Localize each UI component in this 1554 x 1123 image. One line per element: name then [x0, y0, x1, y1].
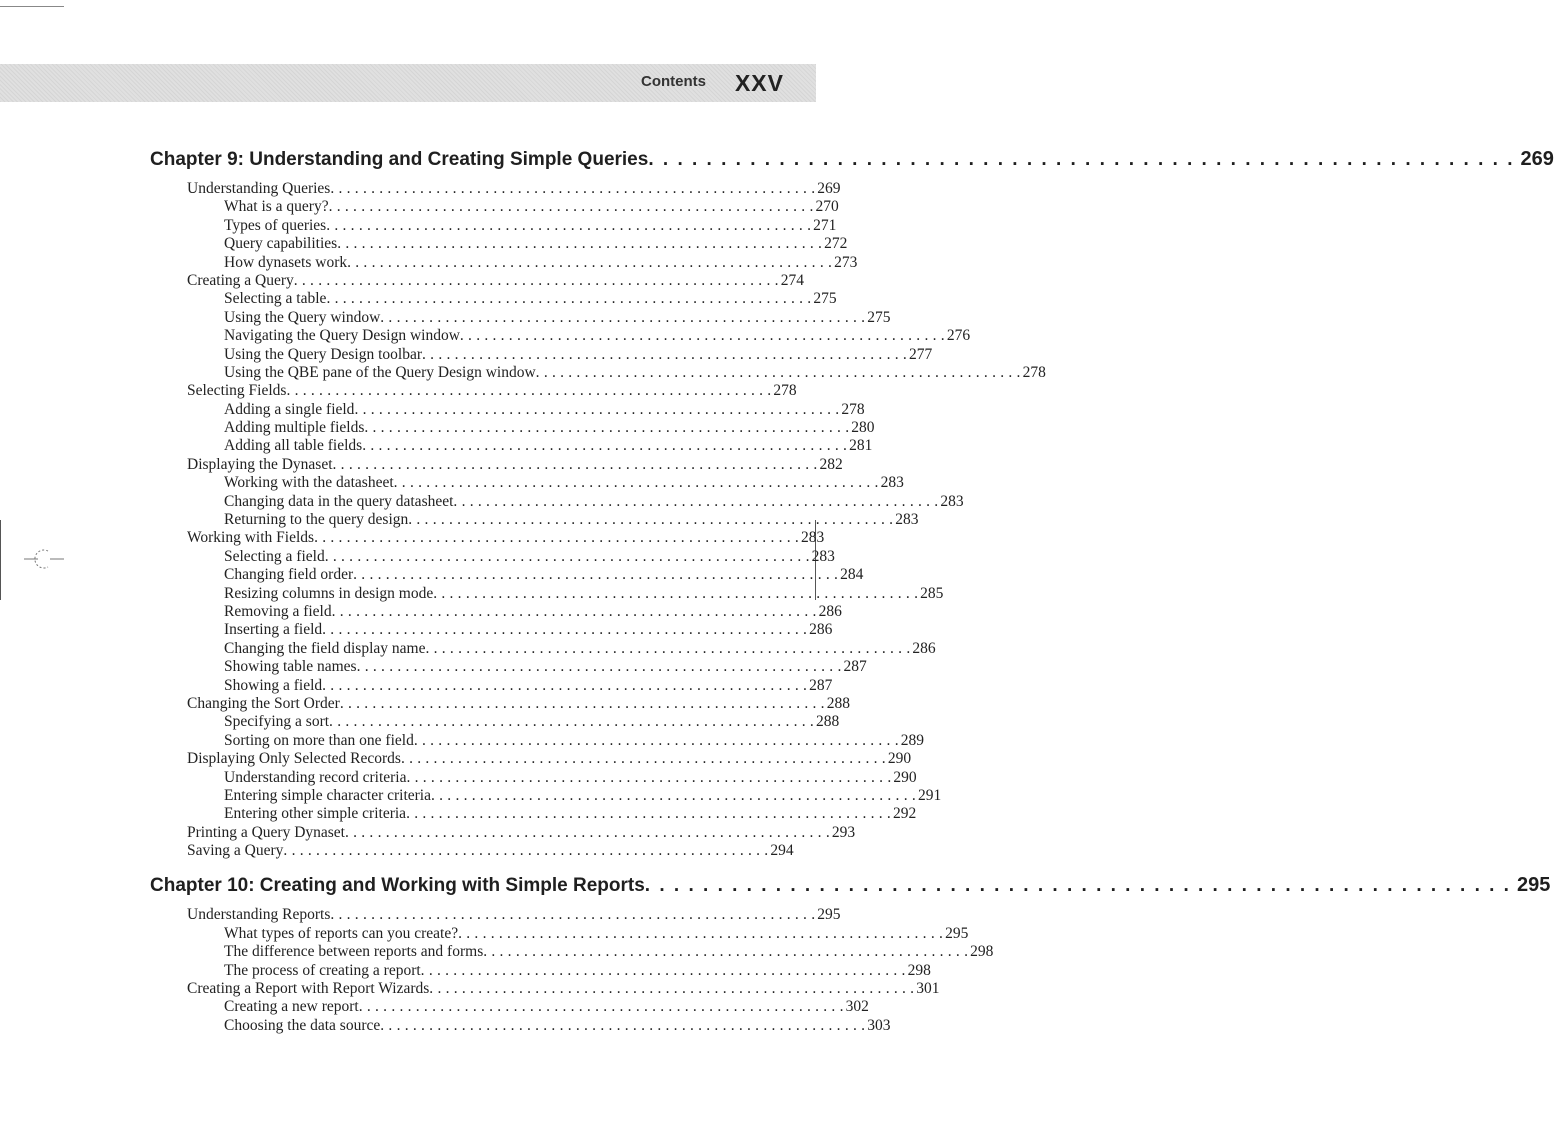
toc-subsection-entry[interactable]: [150, 235, 848, 253]
top-rule: [0, 6, 64, 7]
toc-subsection-entry-title: Removing a field: [224, 602, 332, 620]
toc-section-entry-page: 269: [817, 180, 841, 197]
toc-section-entry-page: 301: [916, 980, 940, 998]
toc-subsection-entry-page: 302: [845, 998, 869, 1016]
running-head-title: Contents: [641, 73, 706, 90]
toc-subsection-entry[interactable]: [150, 547, 835, 566]
toc-subsection-entry[interactable]: [150, 437, 873, 455]
toc-subsection-entry-title: Using the QBE pane of the Query Design window: [224, 363, 536, 381]
dot-leader: . . . . . . . . . . . . . . . . . . . . . . . . . . . . . . . . . . . . . . . . . . . . . . . . . . . . . . . . . . . .: [331, 602, 817, 620]
toc-subsection-entry[interactable]: [150, 511, 919, 529]
dot-leader: . . . . . . . . . . . . . . . . . . . . . . . . . . . . . . . . . . . . . . . . . . . . . . . . . . . . . . . . . . . .: [324, 547, 810, 565]
toc-subsection-entry[interactable]: [150, 602, 842, 621]
toc-subsection-entry-page: 286: [818, 602, 842, 620]
toc-subsection-entry-page: 275: [813, 290, 837, 308]
toc-subsection-entry-page: 285: [920, 584, 944, 602]
dot-leader: . . . . . . . . . . . . . . . . . . . . . . . . . . . . . . . . . . . . . . . . . . . . . . . . . . . . . . . . . . . .: [322, 676, 808, 694]
toc-section-entry-page: 282: [819, 455, 843, 473]
dot-leader: . . . . . . . . . . . . . . . . . . . . . . . . . . . . . . . . . . . . . . . . . . . . . . . . . . . . . . . . . . . .: [483, 943, 969, 961]
toc-subsection-entry-title: What types of reports can you create?: [224, 924, 459, 942]
toc-subsection-entry[interactable]: [150, 768, 917, 787]
toc-subsection-entry[interactable]: [150, 419, 875, 437]
toc-section-entry-title: Understanding Reports: [187, 906, 331, 924]
toc-subsection-entry-page: 283: [895, 511, 919, 529]
dot-leader: . . . . . . . . . . . . . . . . . . . . . . . . . . . . . . . . . . . . . . . . . . . . . . . . . . . . . . . . . . . .: [283, 842, 769, 860]
toc-subsection-entry-page: 288: [815, 713, 840, 731]
toc-subsection-entry-title: Sorting on more than one field: [224, 731, 414, 749]
toc-subsection-entry-page: 278: [1022, 363, 1046, 381]
toc-subsection-entry-page: 298: [907, 961, 931, 979]
toc-section-entry-page: 283: [801, 529, 825, 547]
dot-leader: . . . . . . . . . . . . . . . . . . . . . . . . . . . . . . . . . . . . . . . . . . . . . . . . . . . . . . . . . . . .: [380, 308, 866, 326]
dot-leader: . . . . . . . . . . . . . . . . . . . . . . . . . . . . . . . . . . . . . . . . . . . . . . . . . . . . . . . . . . . .: [429, 980, 915, 998]
toc-section-entry-title: Displaying the Dynaset: [187, 455, 333, 473]
toc-subsection-entry-page: 303: [867, 1016, 891, 1034]
dot-leader: . . . . . . . . . . . . . . . . . . . . . . . . . . . . . . . . . . . . . . . . . . . . . . . . . . . . . . . . . . . .: [347, 253, 833, 271]
dot-leader: . . . . . . . . . . . . . . . . . . . . . . . . . . . . . . . . . . . . . . . . . . . . . . . . . . . . . . . . . . . .: [400, 750, 886, 768]
toc-section-entry-title: Understanding Queries: [187, 180, 331, 197]
toc-section-entry-title: Creating a Query: [187, 271, 294, 289]
dot-leader: . . . . . . . . . . . . . . . . . . . . . . . . . . . . . . . . . . . . . . . . . . . . . . . . . . . . . . . . . . . .: [358, 998, 844, 1016]
dot-leader: . . . . . . . . . . . . . . . . . . . . . . . . . . . . . . . . . . . . . . . . . . . . . . . . . . . . . . . . . . . .: [535, 363, 1021, 381]
toc-subsection-entry-page: 275: [867, 308, 891, 326]
toc-subsection-entry[interactable]: [150, 731, 925, 750]
toc-section-entry[interactable]: [150, 271, 804, 290]
dot-leader: . . . . . . . . . . . . . . . . . . . . . . . . . . . . . . . . . . . . . . . . . . . . . . . . . . . . . . . . . . . .: [339, 694, 825, 712]
dot-leader: . . . . . . . . . . . . . . . . . . . . . . . . . . . . . . . . . . . . . . . . . . . . . . . . . . . . . . . . . . . .: [406, 768, 892, 786]
toc-subsection-entry-page: 280: [851, 419, 875, 437]
toc-subsection-entry-title: Selecting a table: [224, 290, 327, 308]
toc-subsection-entry-title: Showing table names: [224, 658, 357, 676]
dot-leader: . . . . . . . . . . . . . . . . . . . . . . . . . . . . . . . . . . . . . . . . . . . . . . . . . . . . . . . . . . . .: [453, 492, 939, 510]
toc-subsection-entry[interactable]: [150, 943, 994, 961]
toc-section-entry[interactable]: [150, 842, 794, 860]
dot-leader: . . . . . . . . . . . . . . . . . . . . . . . . . . . . . . . . . . . . . . . . . . . . . . . . . . . . . . . . . . . .: [337, 235, 823, 253]
toc-subsection-entry-title: The process of creating a report: [224, 961, 421, 979]
toc-subsection-entry-title: Query capabilities: [224, 235, 338, 253]
toc-section-entry[interactable]: [150, 455, 843, 474]
toc-section-entry-page: 293: [831, 823, 856, 841]
chapter-heading[interactable]: [150, 148, 1554, 176]
toc-subsection-entry-page: 284: [840, 566, 864, 584]
toc-subsection-entry-title: Entering simple character criteria: [224, 786, 431, 804]
dot-leader: . . . . . . . . . . . . . . . . . . . . . . . . . . . . . . . . . . . . . . . . . . . . . . . . . . . . . . . . . . . .: [380, 1016, 866, 1034]
toc-section-entry-page: 290: [887, 750, 912, 768]
toc-subsection-entry[interactable]: [150, 345, 933, 364]
toc-subsection-entry-page: 291: [917, 786, 942, 804]
toc-section-entry[interactable]: [150, 694, 851, 713]
toc-subsection-entry-page: 287: [843, 658, 867, 676]
dot-leader: . . . . . . . . . . . . . . . . . . . . . . . . . . . . . . . . . . . . . . . . . . . . . . . . . . . . . . . . . . . .: [648, 149, 1515, 170]
toc-subsection-entry-page: 283: [940, 492, 964, 510]
toc-subsection-entry-page: 286: [912, 639, 936, 657]
toc-subsection-entry-title: Specifying a sort: [224, 713, 330, 731]
toc-subsection-entry[interactable]: [150, 216, 837, 235]
toc-subsection-entry-page: 290: [893, 768, 917, 786]
toc-subsection-entry-page: 273: [834, 253, 858, 271]
toc-subsection-entry-page: 283: [811, 547, 835, 565]
toc-subsection-entry[interactable]: [150, 621, 833, 639]
toc-subsection-entry[interactable]: [150, 713, 840, 731]
toc-subsection-entry-title: Adding a single field: [224, 400, 355, 418]
dot-leader: . . . . . . . . . . . . . . . . . . . . . . . . . . . . . . . . . . . . . . . . . . . . . . . . . . . . . . . . . . . .: [393, 474, 879, 492]
chapter-heading-page: 295: [1516, 874, 1551, 897]
toc-section-entry-page: 274: [780, 271, 804, 289]
toc-subsection-entry-page: 289: [900, 731, 925, 749]
toc-subsection-entry-page: 286: [809, 621, 833, 639]
toc-section-entry-title: Saving a Query: [187, 842, 284, 860]
toc-subsection-entry[interactable]: [150, 676, 833, 695]
toc-section-entry-title: Working with Fields: [187, 529, 315, 547]
toc-section-entry[interactable]: [150, 980, 940, 998]
toc-subsection-entry[interactable]: [150, 786, 942, 805]
dot-leader: . . . . . . . . . . . . . . . . . . . . . . . . . . . . . . . . . . . . . . . . . . . . . . . . . . . . . . . . . . . .: [422, 345, 907, 363]
dot-leader: . . . . . . . . . . . . . . . . . . . . . . . . . . . . . . . . . . . . . . . . . . . . . . . . . . . . . . . . . . . .: [328, 198, 814, 216]
toc-subsection-entry[interactable]: [150, 400, 865, 419]
dot-leader: . . . . . . . . . . . . . . . . . . . . . . . . . . . . . . . . . . . . . . . . . . . . . . . . . . . . . . . . . . . .: [362, 437, 848, 455]
toc-subsection-entry-title: Types of queries: [224, 216, 327, 234]
toc-section-entry[interactable]: [150, 906, 841, 924]
dot-leader: . . . . . . . . . . . . . . . . . . . . . . . . . . . . . . . . . . . . . . . . . . . . . . . . . . . . . . . . . . . .: [408, 511, 894, 529]
toc-subsection-entry-title: Changing the field display name: [224, 639, 426, 657]
toc-section-entry[interactable]: [150, 180, 841, 198]
toc-subsection-entry-page: 292: [893, 805, 917, 823]
toc-subsection-entry[interactable]: [150, 492, 964, 511]
toc-subsection-entry-title: Understanding record criteria: [224, 768, 407, 786]
toc-section-entry-title: Selecting Fields: [187, 382, 287, 400]
toc-section-entry[interactable]: [150, 529, 825, 547]
dot-leader: . . . . . . . . . . . . . . . . . . . . . . . . . . . . . . . . . . . . . . . . . . . . . . . . . . . . . . . . . . . .: [286, 382, 772, 400]
chapter-heading-title: Chapter 10: Creating and Working with Simple Reports: [150, 875, 645, 897]
toc-subsection-entry-title: Changing data in the query datasheet: [224, 492, 454, 510]
dot-leader: . . . . . . . . . . . . . . . . . . . . . . . . . . . . . . . . . . . . . . . . . . . . . . . . . . . . . . . . . . . .: [326, 290, 812, 308]
toc-subsection-entry[interactable]: [150, 805, 917, 823]
toc-section-entry-page: 294: [770, 842, 794, 860]
toc-subsection-entry[interactable]: [150, 998, 869, 1016]
toc-section-entry-page: 295: [817, 906, 841, 924]
toc-section-entry-page: 288: [826, 694, 851, 712]
toc-subsection-entry-title: Choosing the data source: [224, 1016, 381, 1034]
toc-subsection-entry-title: Using the Query window: [224, 308, 381, 326]
toc-subsection-entry[interactable]: [150, 639, 936, 658]
toc-subsection-entry[interactable]: [150, 253, 858, 272]
toc-subsection-entry-title: Creating a new report: [224, 998, 359, 1016]
dot-leader: . . . . . . . . . . . . . . . . . . . . . . . . . . . . . . . . . . . . . . . . . . . . . . . . . . . . . . . . . . . .: [420, 961, 906, 979]
dot-leader: . . . . . . . . . . . . . . . . . . . . . . . . . . . . . . . . . . . . . . . . . . . . . . . . . . . . . . . . . . . .: [644, 875, 1511, 897]
dot-leader: . . . . . . . . . . . . . . . . . . . . . . . . . . . . . . . . . . . . . . . . . . . . . . . . . . . . . . . . . . . .: [356, 658, 842, 676]
toc-subsection-entry-page: 271: [813, 216, 837, 234]
toc-subsection-entry-page: 281: [849, 437, 873, 455]
toc-subsection-entry[interactable]: [150, 290, 837, 308]
toc-subsection-entry-title: Adding all table fields: [224, 437, 363, 455]
toc-subsection-entry-title: Resizing columns in design mode: [224, 584, 434, 602]
toc-section-entry-title: Changing the Sort Order: [187, 694, 340, 712]
toc-subsection-entry-page: 283: [880, 474, 904, 492]
toc-subsection-entry[interactable]: [150, 363, 1046, 382]
toc-section-entry-title: Creating a Report with Report Wizards: [187, 980, 430, 998]
toc-subsection-entry[interactable]: [150, 1016, 891, 1035]
dot-leader: . . . . . . . . . . . . . . . . . . . . . . . . . . . . . . . . . . . . . . . . . . . . . . . . . . . . . . . . . . . .: [406, 805, 891, 823]
dot-leader: . . . . . . . . . . . . . . . . . . . . . . . . . . . . . . . . . . . . . . . . . . . . . . . . . . . . . . . . . . . .: [330, 180, 816, 197]
dot-leader: . . . . . . . . . . . . . . . . . . . . . . . . . . . . . . . . . . . . . . . . . . . . . . . . . . . . . . . . . . . .: [332, 455, 818, 473]
toc-section-entry[interactable]: [150, 382, 797, 400]
toc-section-entry-page: 278: [773, 382, 797, 400]
toc-subsection-entry-title: Entering other simple criteria: [224, 805, 407, 823]
dot-leader: . . . . . . . . . . . . . . . . . . . . . . . . . . . . . . . . . . . . . . . . . . . . . . . . . . . . . . . . . . . .: [330, 906, 816, 924]
toc-subsection-entry-title: How dynasets work: [224, 253, 348, 271]
dot-leader: . . . . . . . . . . . . . . . . . . . . . . . . . . . . . . . . . . . . . . . . . . . . . . . . . . . . . . . . . . . .: [314, 529, 799, 547]
toc-subsection-entry-title: Using the Query Design toolbar: [224, 345, 423, 363]
toc-subsection-entry-title: Adding multiple fields: [224, 419, 365, 437]
dot-leader: . . . . . . . . . . . . . . . . . . . . . . . . . . . . . . . . . . . . . . . . . . . . . . . . . . . . . . . . . . . .: [322, 621, 808, 639]
toc-subsection-entry-title: Changing field order: [224, 566, 354, 584]
left-margin-mark: [0, 520, 1, 600]
table-of-contents: [150, 148, 1554, 1035]
dot-leader: . . . . . . . . . . . . . . . . . . . . . . . . . . . . . . . . . . . . . . . . . . . . . . . . . . . . . . . . . . . .: [326, 216, 812, 234]
toc-subsection-entry[interactable]: [150, 308, 891, 327]
toc-subsection-entry-page: 270: [815, 198, 839, 216]
toc-subsection-entry-page: 278: [841, 400, 865, 418]
chapter-heading[interactable]: [150, 874, 1551, 902]
toc-subsection-entry-title: Returning to the query design: [224, 511, 409, 529]
toc-subsection-entry[interactable]: [150, 961, 931, 980]
toc-subsection-entry-title: Showing a field: [224, 676, 323, 694]
chapter-heading-page: 269: [1520, 148, 1554, 170]
toc-subsection-entry-title: Selecting a field: [224, 547, 325, 565]
toc-subsection-entry-page: 276: [946, 327, 971, 345]
dot-leader: . . . . . . . . . . . . . . . . . . . . . . . . . . . . . . . . . . . . . . . . . . . . . . . . . . . . . . . . . . . .: [344, 823, 830, 841]
dot-leader: . . . . . . . . . . . . . . . . . . . . . . . . . . . . . . . . . . . . . . . . . . . . . . . . . . . . . . . . . . . .: [458, 924, 944, 942]
dot-leader: . . . . . . . . . . . . . . . . . . . . . . . . . . . . . . . . . . . . . . . . . . . . . . . . . . . . . . . . . . . .: [433, 584, 919, 602]
toc-subsection-entry-title: The difference between reports and forms: [224, 943, 484, 961]
toc-section-entry[interactable]: [150, 823, 856, 842]
chapter-heading-title: Chapter 9: Understanding and Creating Simple Queries: [150, 149, 649, 170]
toc-section-entry-title: Printing a Query Dynaset: [187, 823, 345, 841]
toc-subsection-entry[interactable]: [150, 658, 867, 676]
dot-leader: . . . . . . . . . . . . . . . . . . . . . . . . . . . . . . . . . . . . . . . . . . . . . . . . . . . . . . . . . . . .: [329, 713, 814, 731]
page-number: XXV: [734, 70, 784, 96]
registration-mark-icon: [24, 546, 64, 572]
dot-leader: . . . . . . . . . . . . . . . . . . . . . . . . . . . . . . . . . . . . . . . . . . . . . . . . . . . . . . . . . . . .: [353, 566, 839, 584]
toc-subsection-entry-page: 287: [809, 676, 833, 694]
toc-subsection-entry-page: 295: [945, 924, 969, 942]
toc-subsection-entry-title: What is a query?: [224, 198, 329, 216]
toc-subsection-entry[interactable]: [150, 198, 839, 216]
dot-leader: . . . . . . . . . . . . . . . . . . . . . . . . . . . . . . . . . . . . . . . . . . . . . . . . . . . . . . . . . . . .: [354, 400, 840, 418]
toc-subsection-entry-title: Inserting a field: [224, 621, 323, 639]
toc-section-entry-title: Displaying Only Selected Records: [187, 750, 401, 768]
toc-subsection-entry[interactable]: [150, 924, 969, 943]
toc-subsection-entry[interactable]: [150, 584, 944, 603]
toc-subsection-entry-page: 277: [908, 345, 933, 363]
toc-subsection-entry-title: Navigating the Query Design window: [224, 327, 460, 345]
toc-subsection-entry-page: 272: [824, 235, 848, 253]
toc-subsection-entry[interactable]: [150, 474, 904, 492]
toc-subsection-entry[interactable]: [150, 566, 864, 584]
toc-subsection-entry-page: 298: [970, 943, 994, 961]
dot-leader: . . . . . . . . . . . . . . . . . . . . . . . . . . . . . . . . . . . . . . . . . . . . . . . . . . . . . . . . . . . .: [459, 327, 945, 345]
toc-subsection-entry[interactable]: [150, 327, 971, 345]
dot-leader: . . . . . . . . . . . . . . . . . . . . . . . . . . . . . . . . . . . . . . . . . . . . . . . . . . . . . . . . . . . .: [293, 271, 779, 289]
dot-leader: . . . . . . . . . . . . . . . . . . . . . . . . . . . . . . . . . . . . . . . . . . . . . . . . . . . . . . . . . . . .: [364, 419, 850, 437]
toc-subsection-entry-title: Working with the datasheet: [224, 474, 394, 492]
dot-leader: . . . . . . . . . . . . . . . . . . . . . . . . . . . . . . . . . . . . . . . . . . . . . . . . . . . . . . . . . . . .: [425, 639, 911, 657]
toc-section-entry[interactable]: [150, 750, 912, 768]
dot-leader: . . . . . . . . . . . . . . . . . . . . . . . . . . . . . . . . . . . . . . . . . . . . . . . . . . . . . . . . . . . .: [413, 731, 899, 749]
dot-leader: . . . . . . . . . . . . . . . . . . . . . . . . . . . . . . . . . . . . . . . . . . . . . . . . . . . . . . . . . . . .: [431, 786, 916, 804]
